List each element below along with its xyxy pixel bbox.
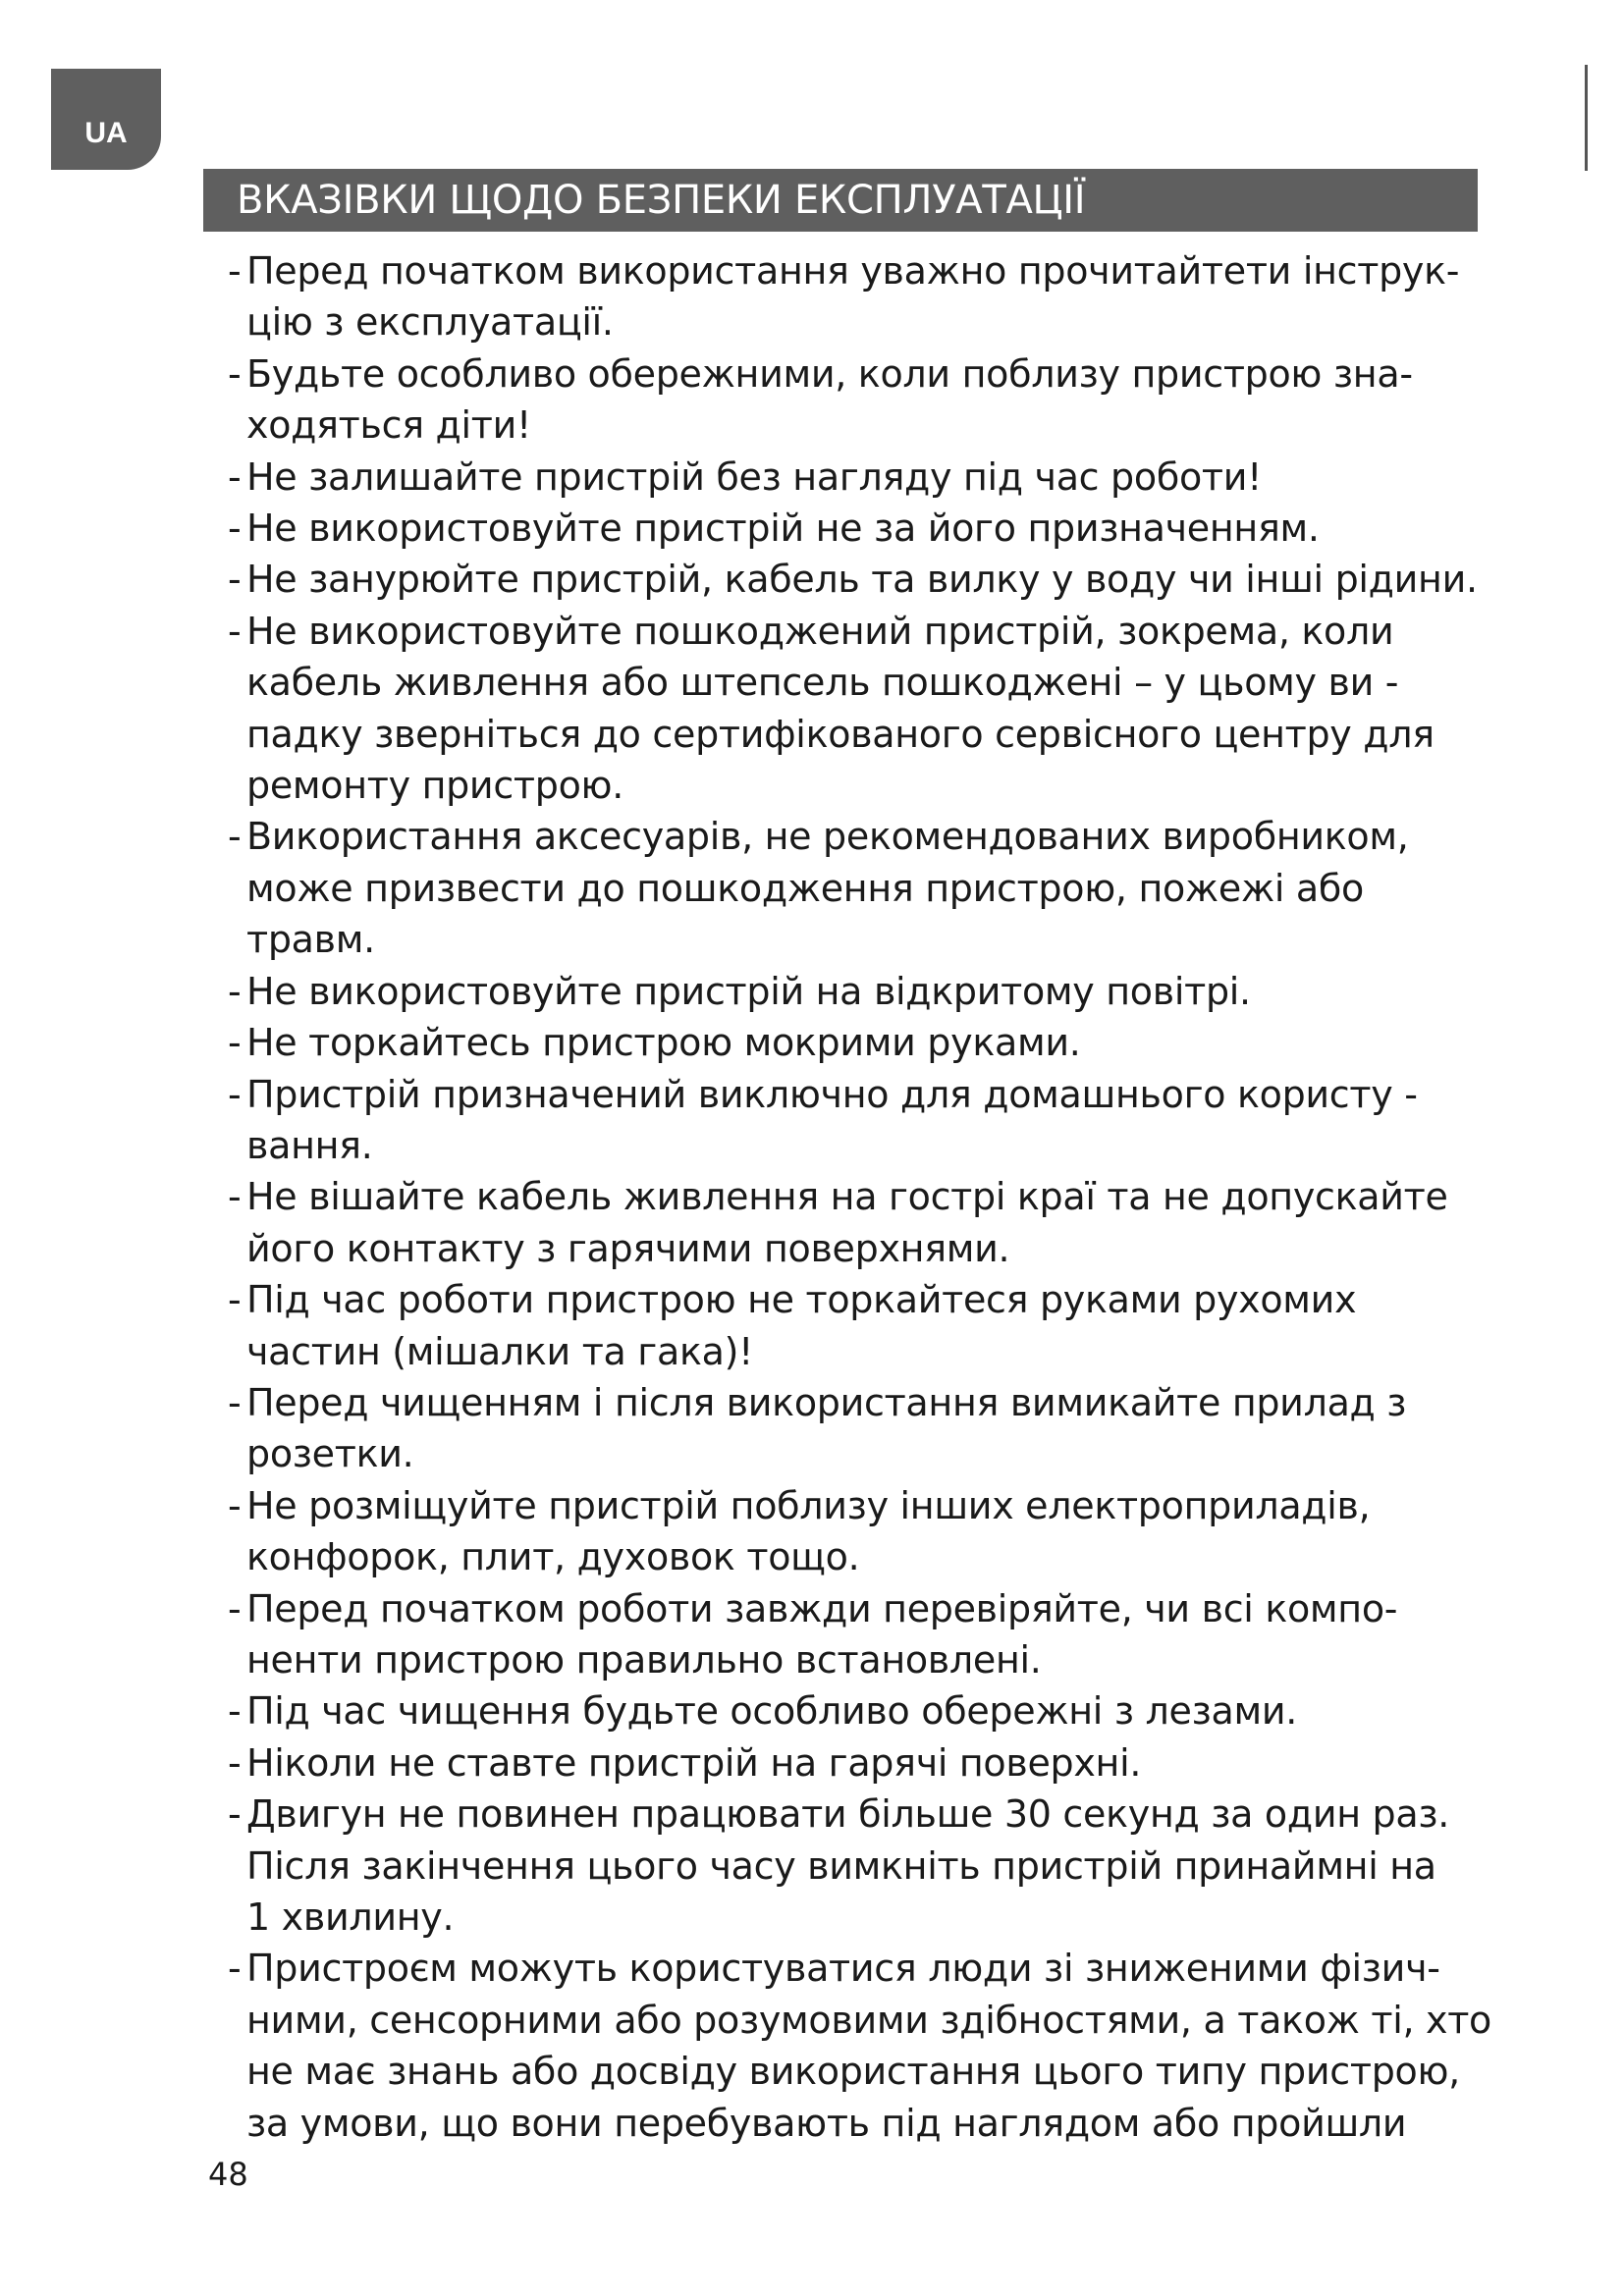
list-item (228, 348, 1494, 452)
list-item-text (246, 606, 1494, 812)
bullet-dash: - (228, 558, 242, 602)
section-header (203, 169, 1478, 232)
text-line: Використання аксесуарів, не рекомендованих виробником, (246, 815, 1409, 859)
bullet-dash: - (228, 1483, 242, 1527)
bullet-dash: - (228, 1740, 242, 1785)
text-line: Не розміщуйте пристрій поблизу інших електроприладів, (246, 1483, 1371, 1527)
list-item (228, 811, 1494, 965)
page-edge-line (1585, 65, 1588, 171)
list-item (228, 1737, 1494, 1789)
list-item (228, 966, 1494, 1017)
language-tab: UA (51, 69, 161, 170)
text-line: не має знань або досвіду використання цього типу пристрою, (246, 2050, 1460, 2094)
list-item (228, 245, 1494, 348)
list-item (228, 1274, 1494, 1377)
text-line: Не торкайтесь пристрою мокрими руками. (246, 1021, 1081, 1065)
list-item-text (246, 1789, 1494, 1943)
list-item (228, 1583, 1494, 1686)
list-item (228, 1943, 1494, 2149)
text-line: частин (мішалки та гака)! (246, 1329, 754, 1373)
list-item-text (246, 348, 1494, 452)
list-item-text (246, 811, 1494, 965)
list-item-text (246, 1171, 1494, 1274)
bullet-dash: - (228, 507, 242, 551)
text-line: Не використовуйте пошкоджений пристрій, зокрема, коли (246, 609, 1394, 653)
list-item-text (246, 1685, 1494, 1736)
text-line: ремонту пристрою. (246, 764, 623, 808)
text-line: Двигун не повинен працювати більше 30 секунд за один раз. (246, 1792, 1450, 1837)
bullet-dash: - (228, 815, 242, 859)
bullet-dash: - (228, 1947, 242, 1991)
text-line: Не залишайте пристрій без нагляду під час роботи! (246, 454, 1263, 499)
text-line: розетки. (246, 1432, 414, 1476)
bullet-dash: - (228, 1278, 242, 1322)
list-item (228, 1377, 1494, 1480)
list-item-text (246, 1583, 1494, 1686)
list-item-text (246, 1480, 1494, 1583)
list-item (228, 1171, 1494, 1274)
bullet-dash: - (228, 249, 242, 293)
bullet-dash: - (228, 1021, 242, 1065)
text-line: Не вішайте кабель живлення на гострі краї та не допускайте (246, 1175, 1448, 1219)
text-line: вання. (246, 1123, 373, 1167)
text-line: Будьте особливо обережними, коли поблизу пристрою зна- (246, 351, 1413, 396)
list-item (228, 1789, 1494, 1943)
list-item (228, 452, 1494, 503)
text-line: може призвести до пошкодження пристрою, пожежі або травм. (246, 866, 1364, 962)
text-line: його контакту з гарячими поверхнями. (246, 1226, 1010, 1270)
text-line: Пристрій призначений виключно для домашнього користу - (246, 1072, 1418, 1116)
text-line: Пристроєм можуть користуватися люди зі зниженими фізич- (246, 1947, 1440, 1991)
text-line: ними, сенсорними або розумовими здібностями, а також ті, хто (246, 1998, 1491, 2042)
list-item-text (246, 1737, 1494, 1789)
text-line: Під час роботи пристрою не торкайтеся руками рухомих (246, 1278, 1357, 1322)
text-line: Під час чищення будьте особливо обережні з лезами. (246, 1689, 1298, 1734)
text-line: падку зверніться до сертифікованого сервісного центру для (246, 712, 1435, 756)
list-item (228, 503, 1494, 554)
list-item (228, 1017, 1494, 1068)
bullet-dash: - (228, 1792, 242, 1837)
page-number: 48 (208, 2156, 248, 2193)
text-line: за умови, що вони перебувають під наглядом або пройшли (246, 2101, 1407, 2145)
text-line: кабель живлення або штепсель пошкоджені – у цьому ви - (246, 661, 1399, 705)
bullet-dash: - (228, 1072, 242, 1116)
list-item (228, 1480, 1494, 1583)
text-line: Не використовуйте пристрій не за його призначенням. (246, 507, 1320, 551)
list-item-text (246, 1017, 1494, 1068)
list-item-text (246, 503, 1494, 554)
bullet-dash: - (228, 969, 242, 1013)
list-item-text (246, 452, 1494, 503)
bullet-dash: - (228, 1380, 242, 1424)
text-line: конфорок, плит, духовок тощо. (246, 1535, 860, 1579)
text-line: Перед чищенням і після використання вимикайте прилад з (246, 1380, 1407, 1424)
list-item-text (246, 1943, 1494, 2149)
list-item (228, 554, 1494, 605)
list-item-text (246, 1274, 1494, 1377)
text-line: ходяться діти! (246, 403, 531, 448)
text-line: Не використовуйте пристрій на відкритому повітрі. (246, 969, 1251, 1013)
bullet-dash: - (228, 1175, 242, 1219)
list-item-text (246, 1069, 1494, 1172)
bullet-dash: - (228, 351, 242, 396)
safety-instructions-list (228, 245, 1494, 2149)
list-item-text (246, 966, 1494, 1017)
bullet-dash: - (228, 1689, 242, 1734)
text-line: ненти пристрою правильно встановлені. (246, 1637, 1042, 1682)
bullet-dash: - (228, 609, 242, 653)
text-line: Після закінчення цього часу вимкніть пристрій принаймні на (246, 1843, 1436, 1888)
list-item-text (246, 554, 1494, 605)
text-line: Ніколи не ставте пристрій на гарячі поверхні. (246, 1740, 1142, 1785)
text-line: Перед початком використання уважно прочитайтети інструк- (246, 249, 1460, 293)
text-line: Не занурюйте пристрій, кабель та вилку у воду чи інші рідини. (246, 558, 1478, 602)
list-item-text (246, 1377, 1494, 1480)
text-line: цію з експлуатації. (246, 300, 614, 345)
bullet-dash: - (228, 1586, 242, 1630)
list-item (228, 1685, 1494, 1736)
list-item (228, 606, 1494, 812)
list-item-text (246, 245, 1494, 348)
bullet-dash: - (228, 454, 242, 499)
text-line: Перед початком роботи завжди перевіряйте, чи всі компо- (246, 1586, 1398, 1630)
list-item (228, 1069, 1494, 1172)
text-line: 1 хвилину. (246, 1896, 455, 1939)
section-title: ВКАЗІВКИ ЩОДО БЕЗПЕКИ ЕКСПЛУАТАЦІЇ (237, 178, 1086, 223)
